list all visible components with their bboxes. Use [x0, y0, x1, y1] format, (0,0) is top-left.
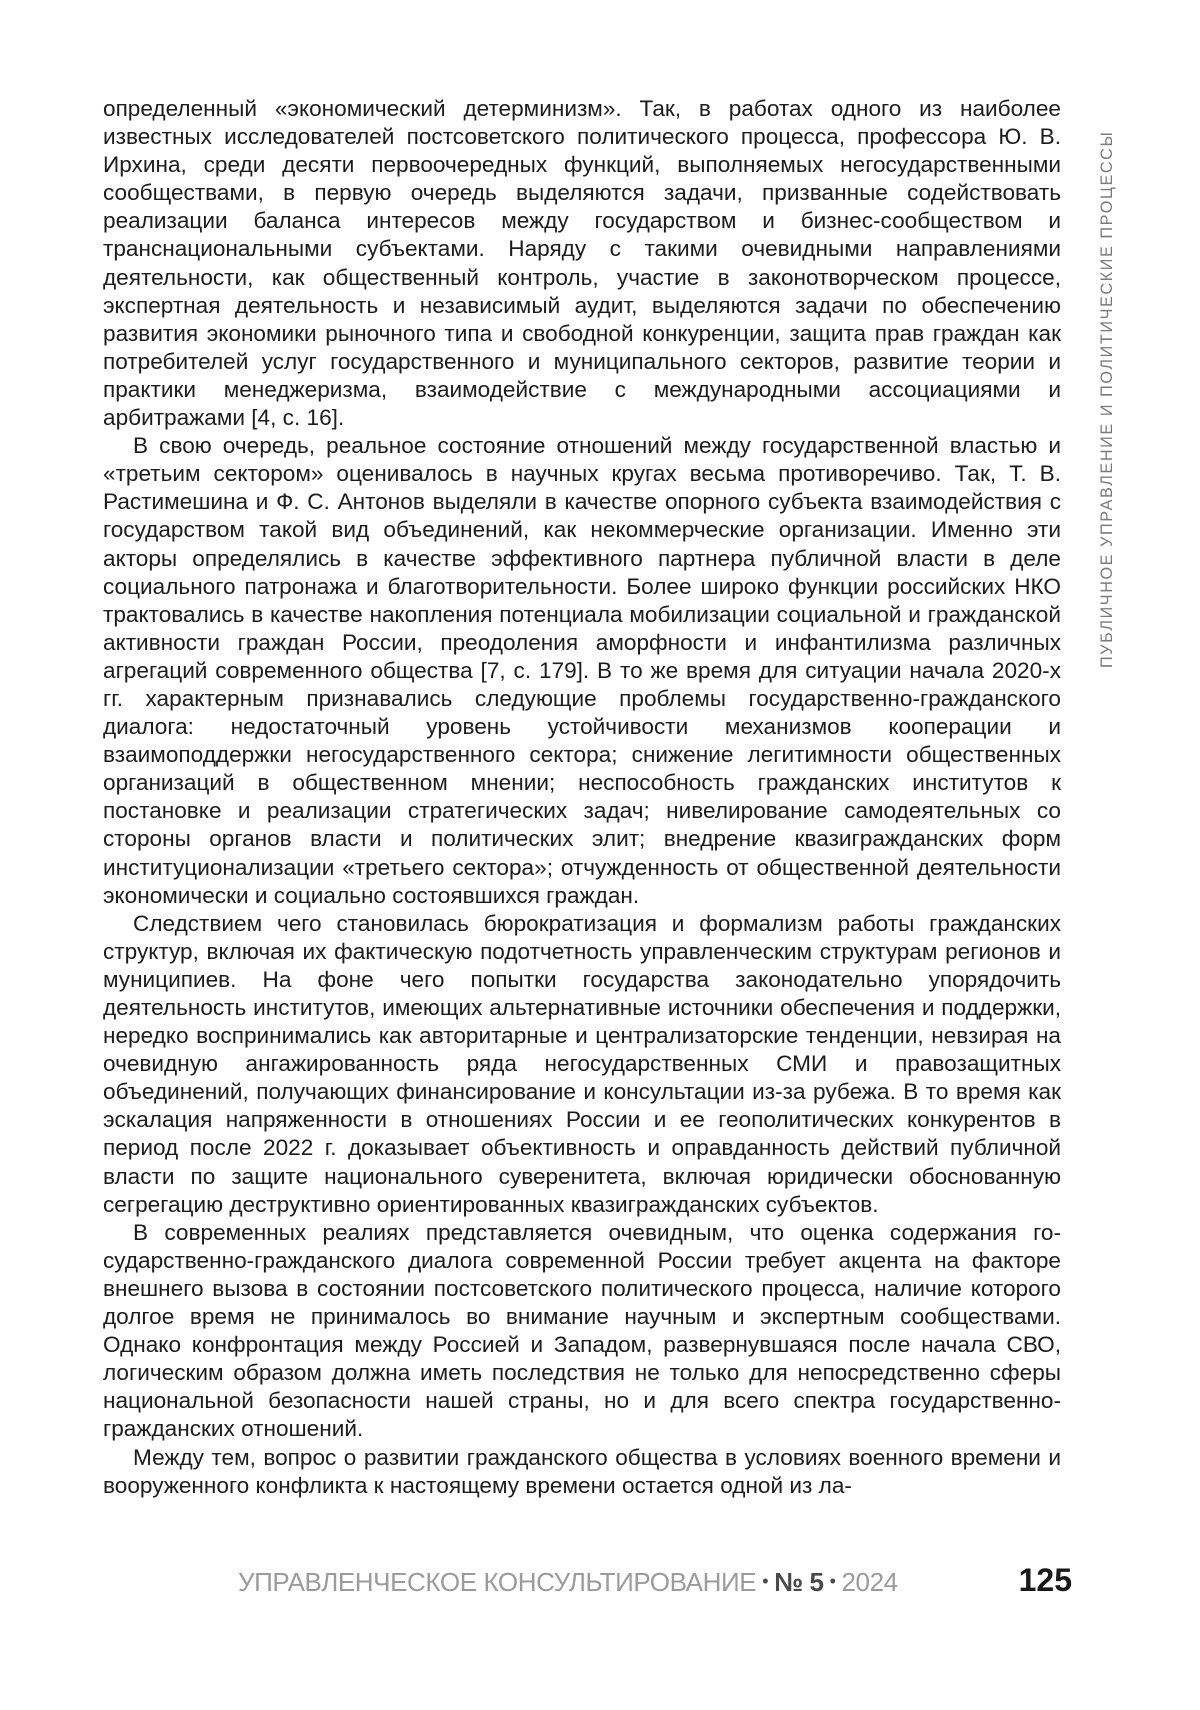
page-footer [238, 1567, 898, 1598]
running-title: ПУБЛИЧНОЕ УПРАВЛЕНИЕ И ПОЛИТИЧЕСКИЕ ПРОЦЕССЫ [1098, 130, 1116, 668]
journal-title: УПРАВЛЕНЧЕСКОЕ КОНСУЛЬТИРОВАНИЕ [238, 1567, 757, 1597]
paragraph: Следствием чего становилась бюрократизация и формализм работы гражданских структур, включая их фактическую подотчетность управленческим структурам регионов и муниципиев. На фоне чего попытки государства законодательно упорядочить деятельность институтов, имеющих альтернативные источники обеспечения и поддержки, нередко воспринимались как авторитарные и централизаторские тенденции, невзирая на очевидную ангажированность ряда негосударственных СМИ и правозащитных объединений, получающих финансирование и консультации из-за рубежа. В то время как эскалация напряженности в отношениях России и ее геополитических конкурентов в период после 2022 г. доказывает объективность и оправданность действий публичной власти по защите национального суверенитета, включая юридически обоснованную сегрегацию деструктивно ориентированных квазигражданских субъектов. [103, 910, 1061, 1217]
footer-separator: • [829, 1571, 836, 1591]
footer-separator: • [762, 1571, 769, 1591]
paragraph: В современных реалиях представляется очевидным, что оценка содержания государственно-гражданского диалога современной России требует акцента на факторе внешнего вызова в состоянии постсоветского политического процесса, наличие которого долгое время не принималось во внимание научным и экспертным сообществами. Однако конфронтация между Россией и Западом, развернувшаяся после начала СВО, логическим образом должна иметь последствия не только для непосредственно сферы национальной безопасности нашей страны, но и для всего спектра государственно-гражданских отношений. [103, 1219, 1061, 1442]
issue-number: № 5 [774, 1567, 824, 1597]
body-text [103, 95, 1061, 1500]
page-number: 125 [1018, 1562, 1072, 1598]
paragraph: определенный «экономический детерминизм». Так, в работах одного из наиболее известных исследователей постсоветского политического процесса, профессора Ю. В. Ирхина, среди десяти первоочередных функций, выполняемых негосударственными сообществами, в первую очередь выделяются задачи, призванные содействовать реализации баланса интересов между государством и бизнес-сообществом и транснациональными субъектами. Наряду с такими очевидными направлениями деятельности, как общественный контроль, участие в законотворческом процессе, экспертная деятельность и независимый аудит, выделяются задачи по обеспечению развития экономики рыночного типа и свободной конкуренции, защита прав граждан как потребителей услуг государственного и муниципального секторов, развитие теории и практики менеджеризма, взаимодействие с международными ассоциациями и арбитражами [4, с. 16]. [103, 96, 1061, 431]
issue-year: 2024 [841, 1567, 898, 1597]
paragraph: Между тем, вопрос о развитии гражданского общества в условиях военного времени и вооруженного конфликта к настоящему времени остается одной из ла- [103, 1444, 1061, 1498]
paragraph: В свою очередь, реальное состояние отношений между государственной властью и «третьим сектором» оценивалось в научных кругах весьма противоречиво. Так, Т. В. Растимешина и Ф. С. Антонов выделяли в качестве опорного субъекта взаимодействия с государством такой вид объединений, как некоммерческие организации. Именно эти акторы определялись в качестве эффективного партнера публичной власти в деле социального патронажа и благотворительности. Более широко функции российских НКО трактовались в качестве накопления потенциала мобилизации социальной и гражданской активности граждан России, преодоления аморфности и инфантилизма различных агрегаций современного общества [7, с. 179]. В то же время для ситуации начала 2020-х гг. характерным признавались следующие проблемы государственно-гражданского диалога: недостаточный уровень устойчивости механизмов кооперации и взаимоподдержки негосударственного сектора; снижение легитимности общественных организаций в общественном мнении; неспособность гражданских институтов к постановке и реализации стратегических задач; нивелирование самодеятельных со стороны органов власти и политических элит; внедрение квазигражданских форм институционализации «третьего сектора»; отчужденность от общественной деятельности экономически и социально состоявшихся граждан. [103, 433, 1061, 908]
